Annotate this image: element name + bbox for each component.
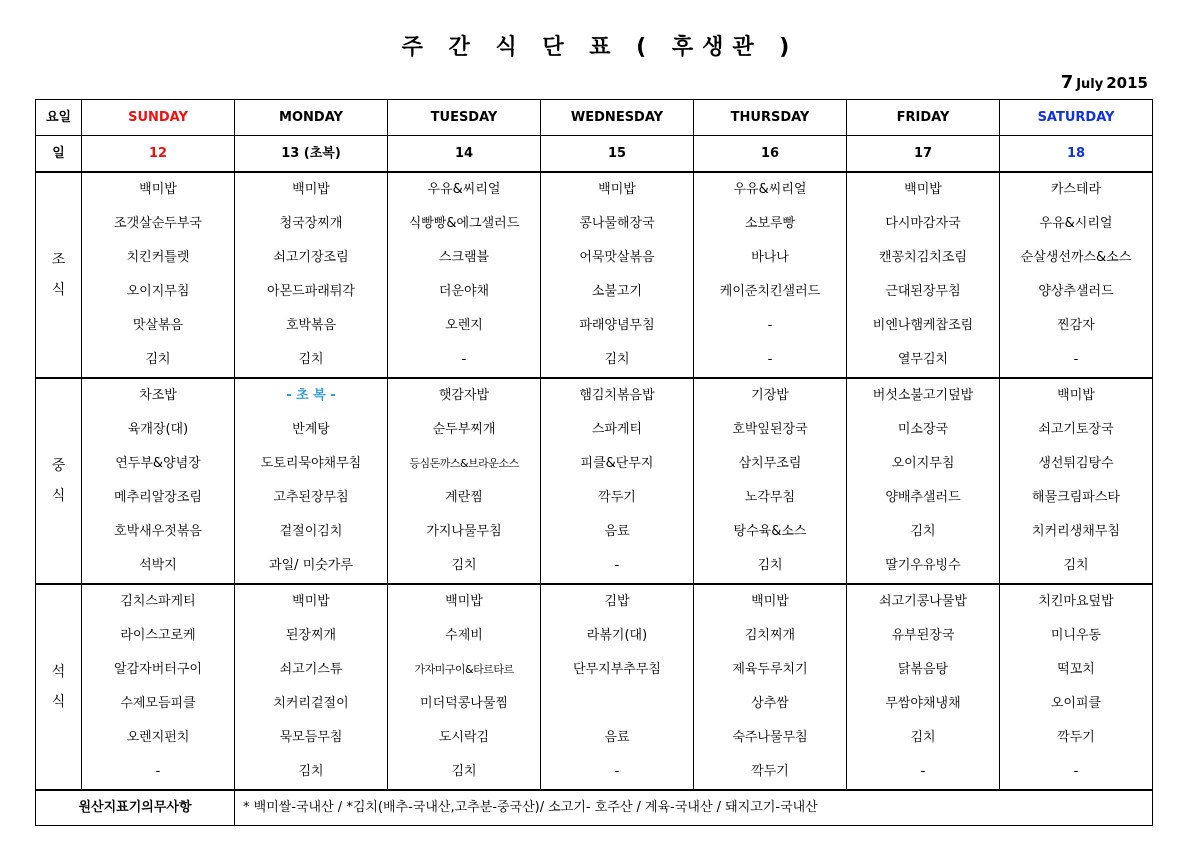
- menu-row: [36, 481, 1153, 515]
- menu-row: [36, 378, 1153, 413]
- menu-item: 김치: [235, 343, 388, 378]
- menu-item: 백미밥: [235, 172, 388, 207]
- menu-item: 치커리생채무침: [1000, 515, 1153, 549]
- menu-item: 음료: [541, 721, 694, 755]
- date-month: July: [1076, 77, 1104, 92]
- menu-item: 라이스고로케: [82, 619, 235, 653]
- menu-row: [36, 275, 1153, 309]
- menu-item: 콩나물해장국: [541, 207, 694, 241]
- menu-item: 오렌지펀치: [82, 721, 235, 755]
- menu-item: 백미밥: [541, 172, 694, 207]
- menu-row: [36, 207, 1153, 241]
- menu-item: 오이지무침: [82, 275, 235, 309]
- date-day: 7: [1060, 72, 1074, 93]
- menu-item: 노각무침: [694, 481, 847, 515]
- menu-item: -: [694, 343, 847, 378]
- menu-item: 스크램블: [388, 241, 541, 275]
- menu-row: [36, 309, 1153, 343]
- menu-item: 조갯살순두부국: [82, 207, 235, 241]
- origin-note: * 백미쌀-국내산 / *김치(배추-국내산,고추분-중국산)/ 소고기- 호주산 / 계육-국내산 / 돼지고기-국내산: [235, 790, 1153, 826]
- menu-item: 근대된장무침: [847, 275, 1000, 309]
- menu-item: 우유&씨리얼: [388, 172, 541, 207]
- menu-item: 백미밥: [847, 172, 1000, 207]
- menu-item: -: [541, 549, 694, 584]
- menu-item: 숙주나물무침: [694, 721, 847, 755]
- menu-item: 치킨마요덮밥: [1000, 584, 1153, 619]
- menu-item: 해물크림파스타: [1000, 481, 1153, 515]
- menu-item: [541, 687, 694, 721]
- menu-row: [36, 755, 1153, 790]
- menu-row: [36, 584, 1153, 619]
- menu-item: 백미밥: [388, 584, 541, 619]
- menu-item: -: [694, 309, 847, 343]
- menu-item: 김치: [82, 343, 235, 378]
- menu-item: 순두부찌개: [388, 413, 541, 447]
- date-header-wednesday: 15: [541, 136, 694, 173]
- menu-item: 김치: [1000, 549, 1153, 584]
- menu-item: 김치: [388, 755, 541, 790]
- date-header-thursday: 16: [694, 136, 847, 173]
- menu-item: -: [1000, 343, 1153, 378]
- menu-item: 소불고기: [541, 275, 694, 309]
- day-header-friday: FRIDAY: [847, 100, 1000, 136]
- menu-item: 백미밥: [694, 584, 847, 619]
- date-header-saturday: 18: [1000, 136, 1153, 173]
- menu-row: [36, 172, 1153, 207]
- menu-item: 백미밥: [1000, 378, 1153, 413]
- menu-item: 케이준치킨샐러드: [694, 275, 847, 309]
- menu-item: 깍두기: [694, 755, 847, 790]
- menu-item: 상추쌈: [694, 687, 847, 721]
- menu-item: 식빵빵&에그샐러드: [388, 207, 541, 241]
- day-header-wednesday: WEDNESDAY: [541, 100, 694, 136]
- menu-item: 연두부&양념장: [82, 447, 235, 481]
- menu-row: [36, 447, 1153, 481]
- menu-item: 쇠고기콩나물밥: [847, 584, 1000, 619]
- menu-row: [36, 549, 1153, 584]
- menu-item: 파래양념무침: [541, 309, 694, 343]
- dinner-label: 석 식: [36, 584, 82, 790]
- menu-item: 가자미구이&타르타르: [388, 653, 541, 687]
- menu-item: 치킨커틀렛: [82, 241, 235, 275]
- menu-item: 묵모듬무침: [235, 721, 388, 755]
- menu-item: 오이지무침: [847, 447, 1000, 481]
- menu-item: 호박볶음: [235, 309, 388, 343]
- menu-item: 쇠고기장조림: [235, 241, 388, 275]
- menu-item: -: [388, 343, 541, 378]
- menu-item: 소보루빵: [694, 207, 847, 241]
- menu-item: 닭볶음탕: [847, 653, 1000, 687]
- menu-item: 비엔나햄케찹조림: [847, 309, 1000, 343]
- menu-item: 등심돈까스&브라운소스: [388, 447, 541, 481]
- menu-item: -: [847, 755, 1000, 790]
- date-header-friday: 17: [847, 136, 1000, 173]
- menu-item: 단무지부추무침: [541, 653, 694, 687]
- menu-item: 수제모듬피클: [82, 687, 235, 721]
- menu-item: 김밥: [541, 584, 694, 619]
- menu-item: 찐감자: [1000, 309, 1153, 343]
- lunch-label: 중 식: [36, 378, 82, 584]
- menu-item: 된장찌개: [235, 619, 388, 653]
- menu-row: [36, 687, 1153, 721]
- menu-item: 바나나: [694, 241, 847, 275]
- menu-item: 우유&시리얼: [1000, 207, 1153, 241]
- menu-item: 버섯소불고기덮밥: [847, 378, 1000, 413]
- menu-item: 깍두기: [541, 481, 694, 515]
- menu-item: 음료: [541, 515, 694, 549]
- menu-item: 제육두루치기: [694, 653, 847, 687]
- weekly-menu-table: [35, 99, 1153, 826]
- menu-item: 가지나물무침: [388, 515, 541, 549]
- menu-item: 떡꼬치: [1000, 653, 1153, 687]
- menu-item: 김치: [541, 343, 694, 378]
- menu-item: 오렌지: [388, 309, 541, 343]
- menu-item: 호박잎된장국: [694, 413, 847, 447]
- page-title: 주 간 식 단 표 ( 후생관 ): [401, 35, 799, 60]
- menu-item: 카스테라: [1000, 172, 1153, 207]
- menu-item: 청국장찌개: [235, 207, 388, 241]
- menu-row: [36, 343, 1153, 378]
- menu-item: 알감자버터구이: [82, 653, 235, 687]
- menu-item: 유부된장국: [847, 619, 1000, 653]
- day-header-tuesday: TUESDAY: [388, 100, 541, 136]
- menu-item: 다시마감자국: [847, 207, 1000, 241]
- date-header-sunday: 12: [82, 136, 235, 173]
- menu-item: 어묵맛살볶음: [541, 241, 694, 275]
- menu-row: [36, 241, 1153, 275]
- menu-item: 양상추샐러드: [1000, 275, 1153, 309]
- menu-item: - 초 복 -: [235, 378, 388, 413]
- menu-item: 반계탕: [235, 413, 388, 447]
- menu-item: -: [541, 755, 694, 790]
- date-header-tuesday: 14: [388, 136, 541, 173]
- menu-item: 딸기우유빙수: [847, 549, 1000, 584]
- menu-item: 미더덕콩나물찜: [388, 687, 541, 721]
- menu-item: 과일/ 미숫가루: [235, 549, 388, 584]
- menu-item: 김치찌개: [694, 619, 847, 653]
- menu-item: 김치: [388, 549, 541, 584]
- menu-item: 무쌈야채냉채: [847, 687, 1000, 721]
- date-year: 2015: [1106, 74, 1148, 92]
- menu-date: [1061, 72, 1148, 93]
- menu-row: [36, 653, 1153, 687]
- day-header-saturday: SATURDAY: [1000, 100, 1153, 136]
- origin-label: 원산지표기의무사항: [36, 790, 235, 826]
- menu-item: 햄김치볶음밥: [541, 378, 694, 413]
- menu-item: 백미밥: [82, 172, 235, 207]
- menu-item: 쇠고기스튜: [235, 653, 388, 687]
- menu-item: 육개장(대): [82, 413, 235, 447]
- menu-item: 쇠고기토장국: [1000, 413, 1153, 447]
- menu-item: 순살생선까스&소스: [1000, 241, 1153, 275]
- date-label: 일: [36, 136, 82, 173]
- day-header-monday: MONDAY: [235, 100, 388, 136]
- menu-row: [36, 413, 1153, 447]
- menu-item: 석박지: [82, 549, 235, 584]
- menu-item: 삼치무조림: [694, 447, 847, 481]
- menu-item: 열무김치: [847, 343, 1000, 378]
- breakfast-label: 조 식: [36, 172, 82, 378]
- menu-item: 김치: [847, 721, 1000, 755]
- date-header-monday: 13 (초복): [235, 136, 388, 173]
- menu-item: 맛살볶음: [82, 309, 235, 343]
- menu-item: 생선튀김탕수: [1000, 447, 1153, 481]
- menu-item: 미니우동: [1000, 619, 1153, 653]
- menu-item: 라볶기(대): [541, 619, 694, 653]
- menu-item: 도시락김: [388, 721, 541, 755]
- menu-item: 김치: [847, 515, 1000, 549]
- menu-item: 탕수육&소스: [694, 515, 847, 549]
- menu-item: 차조밥: [82, 378, 235, 413]
- menu-item: 캔꽁치김치조림: [847, 241, 1000, 275]
- menu-row: [36, 721, 1153, 755]
- menu-item: 메추리알장조림: [82, 481, 235, 515]
- menu-item: 계란찜: [388, 481, 541, 515]
- menu-item: 김치: [694, 549, 847, 584]
- menu-item: 김치: [235, 755, 388, 790]
- day-header-sunday: SUNDAY: [82, 100, 235, 136]
- menu-item: 우유&씨리얼: [694, 172, 847, 207]
- menu-item: -: [82, 755, 235, 790]
- menu-item: 수제비: [388, 619, 541, 653]
- menu-row: [36, 619, 1153, 653]
- menu-item: 깍두기: [1000, 721, 1153, 755]
- menu-item: 피클&단무지: [541, 447, 694, 481]
- menu-item: 오이피클: [1000, 687, 1153, 721]
- menu-row: [36, 515, 1153, 549]
- menu-item: 미소장국: [847, 413, 1000, 447]
- menu-item: 더운야채: [388, 275, 541, 309]
- day-header-thursday: THURSDAY: [694, 100, 847, 136]
- menu-item: 도토리묵야채무침: [235, 447, 388, 481]
- menu-item: 양배추샐러드: [847, 481, 1000, 515]
- menu-item: 백미밥: [235, 584, 388, 619]
- menu-item: 호박새우젓볶음: [82, 515, 235, 549]
- menu-item: 겉절이김치: [235, 515, 388, 549]
- menu-item: 햇감자밥: [388, 378, 541, 413]
- menu-item: 고추된장무침: [235, 481, 388, 515]
- menu-item: 아몬드파래튀각: [235, 275, 388, 309]
- menu-item: 기장밥: [694, 378, 847, 413]
- menu-item: 김치스파게티: [82, 584, 235, 619]
- menu-item: 치커리겉절이: [235, 687, 388, 721]
- day-label: 요일: [36, 100, 82, 136]
- menu-item: 스파게티: [541, 413, 694, 447]
- menu-item: -: [1000, 755, 1153, 790]
